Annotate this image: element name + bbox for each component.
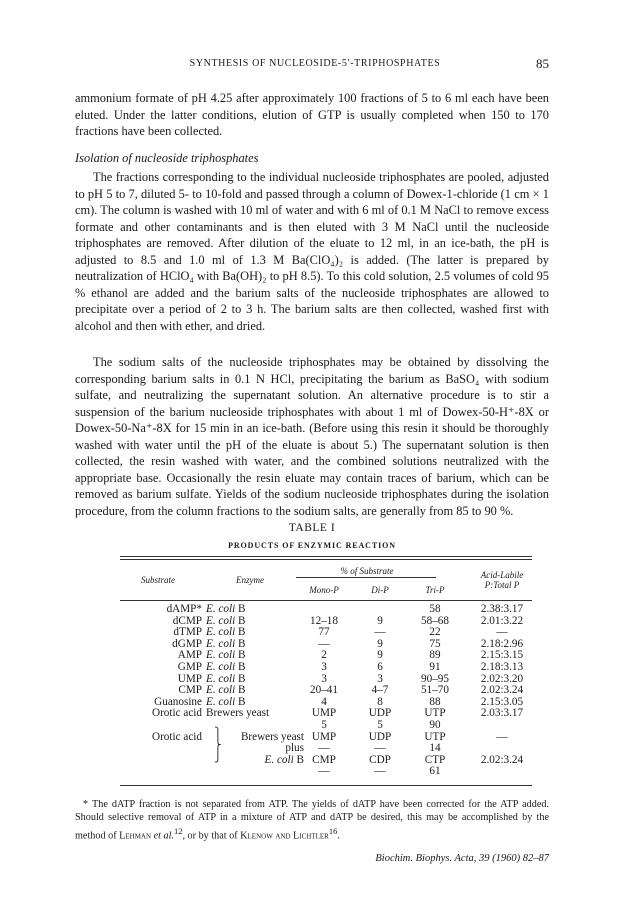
cell-substrate: AMP (177, 649, 202, 662)
cell-mono: — (318, 742, 330, 755)
cell-enzyme: E. coli B (206, 672, 246, 685)
cell-mono: 3 (321, 660, 327, 673)
footnote-ref1: 12 (173, 825, 183, 836)
cell-ratio: 2.38:3.17 (480, 603, 524, 615)
table-caption: PRODUCTS OF ENZYMIC REACTION (228, 541, 396, 550)
table-rule-header (120, 600, 532, 601)
cell-tri: 22 (429, 626, 441, 639)
cell-enzyme: E. coli B (264, 753, 304, 766)
header-ratio-line2: P:Total P (484, 580, 520, 590)
cell-substrate: GMP (177, 660, 202, 673)
cell-enzyme: E. coli B (206, 603, 246, 615)
table-row (110, 662, 540, 674)
cell-tri: 58 (429, 603, 441, 615)
cell-ratio: — (496, 730, 508, 743)
cell-substrate: UMP (177, 672, 202, 685)
cell-mono: 2 (321, 649, 327, 662)
cell-ratio: 2.15:3.05 (480, 695, 524, 708)
cell-di: 8 (377, 695, 383, 708)
cell-di: — (374, 765, 386, 778)
cell-di: UDP (368, 707, 392, 720)
cell-ratio: 2.18:2.96 (480, 637, 524, 650)
table-rule-group (296, 577, 436, 578)
cell-substrate: Orotic acid (151, 707, 202, 720)
cell-di: 3 (377, 672, 383, 685)
cell-di: CDP (369, 753, 391, 766)
cell-mono: 20–41 (310, 684, 338, 697)
footnote-etal: et al. (153, 829, 174, 841)
cell-mono: CMP (312, 753, 336, 766)
cell-tri: 75 (429, 637, 441, 650)
table-body (110, 604, 540, 778)
cell-substrate: Orotic acid (151, 730, 202, 743)
cell-mono: UMP (311, 730, 337, 743)
cell-enzyme: plus (285, 742, 304, 755)
cell-mono: — (318, 637, 330, 650)
cell-enzyme: Brewers yeast (206, 707, 270, 720)
cell-substrate: dTMP (173, 626, 202, 639)
cell-tri: 90–95 (421, 672, 449, 685)
paragraph-2: The fractions corresponding to the individual nucleoside triphosphates are pooled, adjusted to pH 5 to 7, diluted 5- to 10-fold and passed through a column of Dowex-1-chloride (1 cm × 1 cm). The column is washed with 10 ml of water and with 6 ml of 0.1 M NaCl to remove excess formate and other contaminants and is then eluted with 3 M NaCl until the nucleoside triphosphates are removed. After dilution of the eluate to 12 ml, in an ice-bath, the pH is adjusted to 8.5 and 1.0 ml of 1.3 M Ba(ClO₄)₂ is added. (The latter is prepared by neutralization of HClO₄ with Ba(OH)₂ to pH 8.5). To this cold solution, 2.5 volumes of cold 95 % ethanol are added and the barium salts of the nucleoside triphosphates are allowed to precipitate over a period of 2 to 3 h. The barium salts are then collected, washed first with alcohol and then with ether, and dried. (75, 170, 549, 333)
cell-mono: 12–18 (310, 614, 338, 627)
section-title: Isolation of nucleoside triphosphates (75, 151, 259, 165)
cell-mono: 5 (321, 718, 327, 731)
cell-tri: 91 (429, 660, 441, 673)
table-rule-bottom (120, 785, 532, 786)
cell-mono: — (318, 765, 330, 778)
cell-tri: CTP (424, 753, 446, 766)
cell-substrate: dAMP* (166, 603, 202, 615)
cell-substrate: dGMP (172, 637, 202, 650)
cell-tri: 88 (429, 695, 441, 708)
cell-ratio: 2.03:3.17 (480, 707, 524, 720)
cell-ratio: — (496, 626, 508, 639)
footnote-text-a: The dATP fraction is not separated from ATP. The yields of dATP have been corrected for the ATP added. Should selective removal of ATP in a mixture of ATP and dATP be desired, this may be accomplished by the method of (75, 799, 549, 841)
cell-substrate: dCMP (172, 614, 202, 627)
cell-substrate: CMP (178, 684, 202, 697)
cell-ratio: 2.15:3.15 (480, 649, 524, 662)
footnote-author1: Lehman (119, 829, 152, 841)
cell-enzyme: E. coli B (206, 626, 246, 639)
cell-enzyme: E. coli B (206, 660, 246, 673)
cell-mono: 3 (321, 672, 327, 685)
cell-ratio: 2.02:3.24 (480, 753, 524, 766)
cell-tri: 89 (429, 649, 441, 662)
cell-di: — (374, 742, 386, 755)
cell-di: UDP (368, 730, 392, 743)
cell-di: 9 (377, 637, 383, 650)
cell-mono: 77 (318, 626, 330, 639)
cell-di: 4–7 (371, 684, 389, 697)
header-di-p: Di-P (371, 585, 389, 595)
header-ratio-line1: Acid-Labile (480, 570, 524, 580)
brace-glyph: ⎫ ⎬ ⎭ (214, 728, 222, 763)
header-percent-substrate: % of Substrate (340, 566, 394, 576)
header-mono-p: Mono-P (309, 585, 339, 595)
cell-substrate: Guanosine (154, 695, 202, 708)
table-rule-top-double (120, 559, 532, 560)
cell-ratio: 2.02:3.24 (480, 684, 524, 697)
cell-ratio: 2.18:3.13 (480, 660, 524, 673)
table-row (110, 743, 540, 755)
table-title: TABLE I (288, 522, 336, 534)
running-head: SYNTHESIS OF NUCLEOSIDE-5′-TRIPHOSPHATES (189, 58, 441, 69)
footnote-text-c: . (337, 829, 340, 841)
cell-di: 9 (377, 649, 383, 662)
cell-enzyme: E. coli B (206, 695, 246, 708)
table-row (110, 720, 540, 732)
paragraph-3: The sodium salts of the nucleoside triphosphates may be obtained by dissolving the corresponding barium salts in 0.1 N HCl, precipitating the barium as BaSO₄ with sodium sulfate, and neutralizing the supernatant solution. An alternative procedure is to stir a suspension of the barium nucleoside triphosphates with about 1 ml of Dowex-50-H⁺-8X or Dowex-50-Na⁺-8X for 15 min in an ice-bath. (Before using this resin it should be thoroughly washed with water until the pH of the eluate is about 5.) The supernatant solution is then collected, the resin washed with water, and the combined solutions neutralized with the appropriate base. Occasionally the resin eluate may contain traces of barium, which can be removed as barium sulfate. Yields of the sodium nucleoside triphosphates during the isolation procedure, from the column fractions to the sodium salts, are generally from 85 to 90 %. (75, 355, 549, 518)
cell-tri: 58–68 (421, 614, 449, 627)
cell-tri: 90 (429, 718, 441, 731)
cell-tri: 14 (429, 742, 441, 755)
footnote-author2: Klenow and Lichtler (240, 829, 329, 841)
cell-di: 6 (377, 660, 383, 673)
cell-tri: UTP (424, 730, 446, 743)
cell-tri: UTP (424, 707, 446, 720)
cell-tri: 51–70 (421, 684, 449, 697)
header-substrate: Substrate (140, 575, 175, 585)
journal-citation: Biochim. Biophys. Acta, 39 (1960) 82–87 (375, 853, 549, 864)
table-row (110, 604, 540, 616)
cell-di: — (374, 626, 386, 639)
cell-ratio: 2.02:3.20 (480, 672, 524, 685)
footnote-ref2: 16 (328, 825, 338, 836)
footnote-marker: * (83, 799, 89, 810)
paragraph-1: ammonium formate of pH 4.25 after approximately 100 fractions of 5 to 6 ml each have been eluted. Under the latter conditions, elution of GTP is usually completed when 150 to 170 fractions have been collected. (75, 91, 549, 138)
cell-mono: 4 (321, 695, 327, 708)
footnote-text-b: , or by that of (182, 829, 241, 841)
cell-enzyme: E. coli B (206, 684, 246, 697)
table-row (110, 685, 540, 697)
cell-enzyme: E. coli B (206, 614, 246, 627)
cell-di: 5 (377, 718, 383, 731)
cell-di: 9 (377, 614, 383, 627)
footnote (75, 799, 549, 843)
cell-tri: 61 (429, 765, 441, 778)
cell-enzyme: E. coli B (206, 649, 246, 662)
cell-enzyme: E. coli B (206, 637, 246, 650)
header-enzyme: Enzyme (236, 575, 264, 585)
cell-mono: UMP (311, 707, 337, 720)
cell-enzyme: Brewers yeast (240, 730, 304, 743)
table-rule-top (120, 556, 532, 557)
cell-ratio: 2.01:3.22 (480, 614, 524, 627)
page-number: 85 (536, 56, 549, 71)
header-tri-p: Tri-P (425, 585, 445, 595)
table-row (110, 766, 540, 778)
